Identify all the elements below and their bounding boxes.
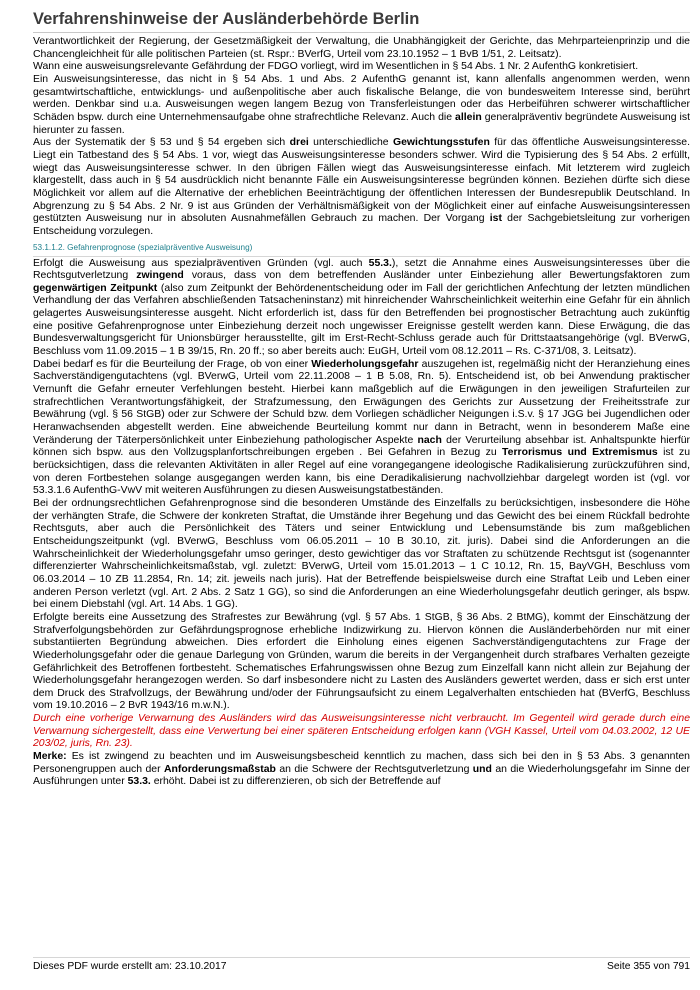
footer-created-date: Dieses PDF wurde erstellt am: 23.10.2017 [33, 961, 227, 972]
paragraph-probation: Erfolgte bereits eine Aussetzung des Strafrestes zur Bewährung (vgl. § 57 Abs. 1 StGB, § 36 Abs. 2 BtMG), kommt der Einschätzung der Strafverfolgungsbehörden zur Gefährdungsprognose erhebliche Indizwirkung zu. Hiervon können die Ausländerbehörden nur mit einer substantiierten Begründung abweichen. Dies erfordert die Einholung eines eigenen Sachverständigengutachtens zur Frage der Wiederholungsgefahr oder die genaue Darlegung von Gründen, warum die bereits in der Vergangenheit durch strafbares Verhalten gezeigte Gefährlichkeit des Betroffenen fortbesteht. Schematisches Erfahrungswissen ohne Bezug zum Einzelfall kann nicht allein zur Bejahung der Wiederholungsgefahr herangezogen werden. So darf insbesondere nicht zu Lasten des Ausländers gewertet werden, dass er sich erst unter dem Druck des Strafvollzugs, der Bewährung und/oder der Führungsaufsicht zu einem Legalverhalten entschieden hat (BVerfG, Beschluss vom 19.10.2016 – 2 BvR 1943/16 m.w.N.). [33, 611, 690, 712]
paragraph-weighting-levels: Aus der Systematik der § 53 und § 54 ergeben sich drei unterschiedliche Gewichtungsstufen für das öffentliche Ausweisungsinteresse. Liegt ein Tatbestand des § 54 Abs. 1 vor, wiegt das Ausweisungsinteresse besonders schwer. Wird die Typisierung des § 54 Abs. 2 erfüllt, wiegt das Ausweisungsinteresse schwer. In den übrigen Fällen wiegt das Ausweisungsinteresse einfach. Mit letzterem wird zugleich klargestellt, dass auch in § 54 ausdrücklich nicht benannte Fälle ein Ausweisungsinteresse begründen können. Beziehen dürfte sich diese Möglichkeit vor allem auf die Alternative der erheblichen Beeinträchtigung der öffentlichen Interessen der Bundesrepublik Deutschland. In Abgrenzung zu § 54 Abs. 2 Nr. 9 ist aus Gründen der Verhältnismäßigkeit von der Möglichkeit einer auf einfache Ausweisungsinteressen gestützten Ausweisung nur in absoluten Ausnahmefällen Gebrauch zu machen. Der Vorgang ist der Sachgebietsleitung zur vorherigen Entscheidung vorzulegen. [33, 137, 690, 237]
paragraph-warning-note: Durch eine vorherige Verwarnung des Ausländers wird das Ausweisungsinteresse nicht verbraucht. Im Gegenteil wird gerade durch eine Verwarnung sichergestellt, dass eine Verwertung bei einer späteren Entscheidung erfolgen kann (VGH Kassel, Urteil vom 04.03.2002, 12 UE 203/02, juris, Rn. 23). [33, 713, 690, 750]
page-title: Verfahrenshinweise der Ausländerbehörde Berlin [33, 8, 690, 33]
paragraph-recurrence-risk: Dabei bedarf es für die Beurteilung der Frage, ob von einer Wiederholungsgefahr auszugehen ist, regelmäßig nicht der Heranziehung eines Sachverständigengutachtens (vgl. BVerwG, Urteil vom 22.11.2008 – 1 B 5.08, Rn. 5). Entscheidend ist, ob bei Anwendung praktischer Vernunft die Gefahr erneuter Verfehlungen besteht. Hierbei kann maßgeblich auf die Erwägungen in den jeweiligen Strafurteilen zur strafrechtlichen Verantwortungsfähigkeit, der Strafzumessung, den Erwägungen des Gerichts zur Aussetzung der Freiheitsstrafe zur Bewährung (vgl. § 56 StGB) oder zur Schwere der Schuld bzw. dem Vorliegen schädlicher Neigungen i.S.v. § 17 JGG bei Jugendlichen oder Heranwachsenden abgestellt werden. Eine abweichende Beurteilung kommt nur dann in Betracht, wenn in besonderem Maße eine Veränderung der Täterpersönlichkeit unter Einbeziehung pathologischer Aspekte nach der Verurteilung absehbar ist. Anhaltspunkte hierfür können sich bspw. aus den Vollzugsplanfortschreibungen ergeben . Bei Gefahren in Bezug zu Terrorismus und Extremismus ist zu berücksichtigen, dass die relevanten Aktivitäten in aller Regel auf eine vorangegangene ideologische Radikalisierung zurückzuführen sind, von deren Fortbestehen solange ausgegangen werden kann, bis eine Deradikalisierung nachvollziehbar dargelegt worden ist (vgl. vor 53.3.1.6 AufenthG-VwV mit weiteren Ausführungen zu diesen Ausweisungstatbeständen. [33, 358, 691, 497]
paragraph-unnamed-interest: Ein Ausweisungsinteresse, das nicht in § 54 Abs. 1 und Abs. 2 AufenthG genannt ist, kann allenfalls angenommen werden, wenn gesamtwirtschaftliche, entwicklungs- und außenpolitische aber auch fiskalische Belange, die von bundesweitem Interesse sind, berührt werden. Denkbar sind u.a. Ausweisungen wegen langem Bezug von Transferleistungen oder das Herbeiführen schwerer wirtschaftlicher Schäden bspw. durch eine Unternehmensaufgabe ohne strafrechtliche Relevanz. Auch die allein generalpräventiv begründete Ausweisung ist hierunter zu fassen. [33, 73, 690, 136]
paragraph-fdgo-definition: Verantwortlichkeit der Regierung, der Gesetzmäßigkeit der Verwaltung, die Unabhängigkeit der Gerichte, das Mehrparteienprinzip und die Chancengleichheit für alle politischen Parteien (st. Rspr.: BVerfG, Urteil vom 23.10.1952 – 1 BvB 1/51, 2. Leitsatz). [33, 36, 690, 60]
section-heading: 53.1.1.2. Gefahrenprognose (spezialpräventive Ausweisung) [33, 243, 690, 257]
paragraph-danger-prognosis: Bei der ordnungsrechtlichen Gefahrenprognose sind die besonderen Umstände des Einzelfalls zu berücksichtigen, insbesondere die Höhe der verhängten Strafe, die Schwere der konkreten Straftat, die Umstände ihrer Begehung und das Gewicht des bei einem Rückfall bedrohte Rechtsguts, aber auch die Persönlichkeit des Täters und seiner Entwicklung und Lebensumstände bis zum maßgeblichen Entscheidungszeitpunkt (vgl. BVerwG, Beschluss vom 06.05.2011 – 10 B 30.10, zit. juris). Dabei sind die Anforderungen an die Wahrscheinlichkeit der Wiederholungsgefahr umso geringer, desto gewichtiger das vor Straftaten zu schützende Rechtsgut ist (sogenannter differenzierter Wahrscheinlichkeitsmaßstab, vgl. zuletzt: BVerwG, Urteil vom 15.01.2013 – 1 C 10.12, Rn. 15, BayVGH, Beschluss vom 06.03.2014 – 10 ZB 11.2854, Rn. 14; zit. jeweils nach juris). Hat der Betreffende beispielsweise durch eine Straftat Leib und Leben einer anderen Person verletzt (vgl. Art. 2 Abs. 2 Satz 1 GG), so sind die Anforderungen an eine Wiederholungsgefahr deutlich geringer, als bspw. bei einem Diebstahl (vgl. Art. 14 Abs. 1 GG). [33, 497, 690, 611]
page-footer [33, 957, 690, 972]
footer-page-number: Seite 355 von 791 [606, 961, 690, 972]
document-body [33, 36, 690, 789]
paragraph-special-prevention: Erfolgt die Ausweisung aus spezialpräventiven Gründen (vgl. auch 55.3.), setzt die Annahme eines Ausweisungsinteresses über die Rechtsgutverletzung zwingend voraus, dass von dem betreffenden Ausländer unter Einbeziehung aller Bewertungsfaktoren zum gegenwärtigen Zeitpunkt (also zum Zeitpunkt der Behördenentscheidung oder im Fall der gerichtlichen Anfechtung der letzten mündlichen Verhandlung der das Verfahren abschließenden Tatsacheninstanz) mit hinreichender Wahrscheinlichkeit weiterhin eine Gefahr für ein ähnlich gelagertes Ausweisungsinteresse ausgeht. Nicht erforderlich ist, dass für den Betreffenden bei prognostischer Betrachtung auch zukünftig eine positive Gefahrenprognose unter Einbeziehung derzeit noch ungewisser Ereignisse gestellt werden kann. Diese Erwägung, die das Bundesverwaltungsgericht für Unionsbürger herausstellte, gilt im Erst-Recht-Schluss gerade auch für Drittstaatsangehörige (vgl. BVerwG, Beschluss vom 11.09.2015 – 1 B 39/15, Rn. 20 ff.; so aber bereits auch: EuGH, Urteil vom 08.12.2011 – Rs. C-371/08, 3. Leitsatz). [33, 257, 690, 358]
paragraph-fdgo-concretization: Wann eine ausweisungsrelevante Gefährdung der FDGO vorliegt, wird im Wesentlichen in § 54 Abs. 1 Nr. 2 AufenthG konkretisiert. [33, 61, 639, 73]
paragraph-merke: Merke: Es ist zwingend zu beachten und im Ausweisungsbescheid kenntlich zu machen, dass sich bei den in § 53 Abs. 3 genannten Personengruppen auch der Anforderungsmaßstab an die Schwere der Rechtsgutverletzung und an die Wiederholungsgefahr im Sinne der Ausführungen unter 53.3. erhöht. Dabei ist zu differenzieren, ob sich der Betreffende auf [33, 751, 690, 788]
